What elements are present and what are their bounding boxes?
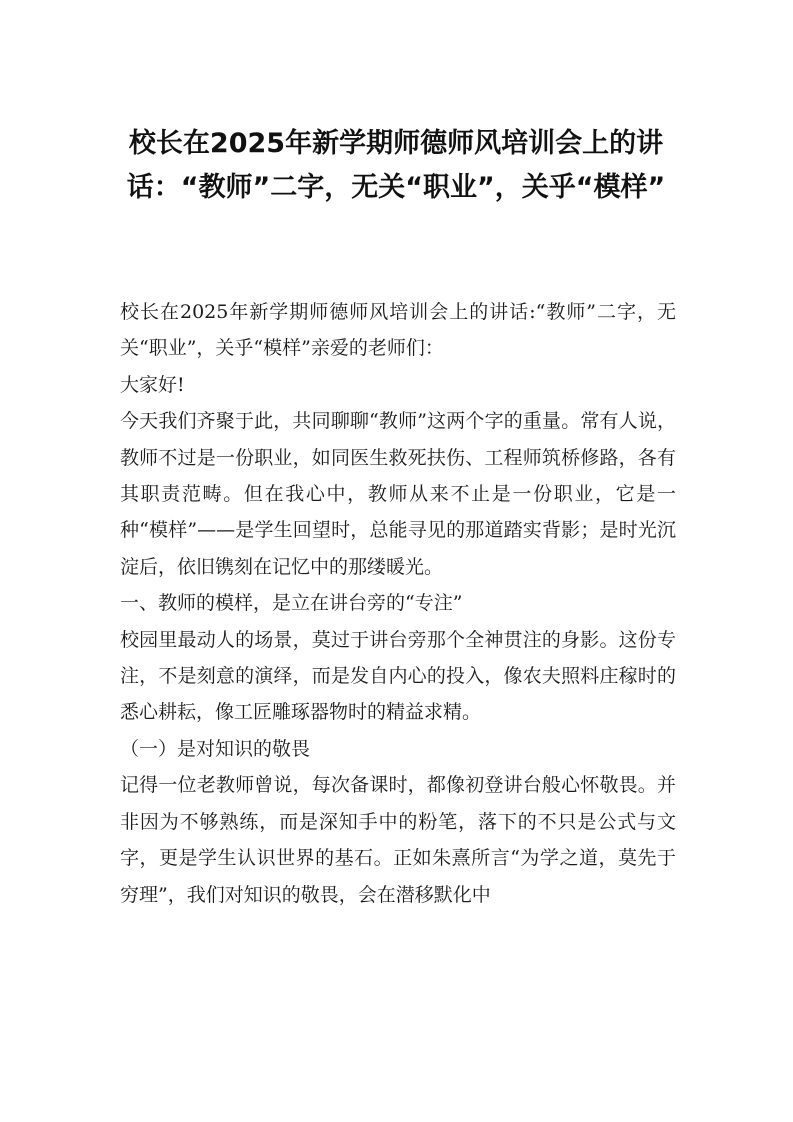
document-body bbox=[120, 294, 676, 913]
section-heading-1: 一、教师的模样，是立在讲台旁的“专注” bbox=[120, 592, 463, 615]
opening-paragraph: 今天我们齐聚于此，共同聊聊“教师”这两个字的重量。常有人说，教师不过是一份职业，如同医生救死扶伤、工程师筑桥修路，各有其职责范畴。但在我心中，教师从来不止是一份职业，它是一种“模样”——是学生回望时，总能寻见的那道踏实背影；是时光沉淀后，依旧镌刻在记忆中的那缕暖光。 bbox=[120, 410, 676, 578]
greeting-paragraph: 大家好! bbox=[120, 373, 185, 396]
intro-paragraph: 校长在2025年新学期师德师风培训会上的讲话:“教师”二字，无关“职业”，关乎“模样”亲爱的老师们： bbox=[120, 301, 676, 360]
section-paragraph-1: 校园里最动人的场景，莫过于讲台旁那个全神贯注的身影。这份专注，不是刻意的演绎，而是发自内心的投入，像农夫照料庄稼时的悉心耕耘，像工匠雕琢器物时的精益求精。 bbox=[120, 628, 676, 724]
document-title: 校长在2025年新学期师德师风培训会上的讲话：“教师”二字，无关“职业”，关乎“模样” bbox=[126, 128, 666, 203]
subsection-heading-1: （一）是对知识的敬畏 bbox=[120, 737, 311, 760]
subsection-paragraph-1: 记得一位老教师曾说，每次备课时，都像初登讲台般心怀敬畏。并非因为不够熟练，而是深知手中的粉笔，落下的不只是公式与文字，更是学生认识世界的基石。正如朱熹所言“为学之道，莫先于穷理”，我们对知识的敬畏，会在潜移默化中 bbox=[120, 774, 676, 906]
